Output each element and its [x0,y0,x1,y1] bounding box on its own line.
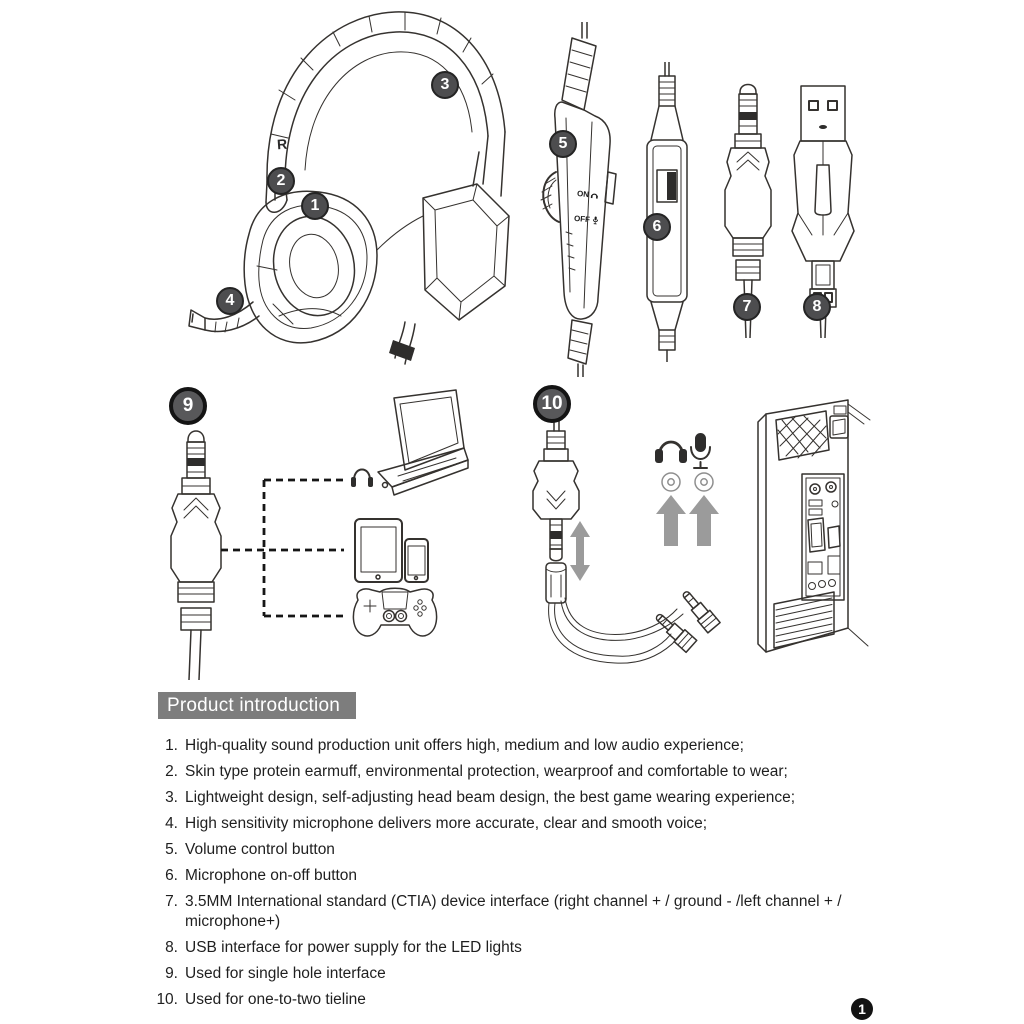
item-text: 3.5MM International standard (CTIA) device interface (right channel + / ground - /left channel + / microphone+) [185,893,842,930]
mic-on-label [577,189,600,200]
intro-list [152,736,898,1016]
intro-item-8 [152,938,898,958]
pc-tower-illustration [746,390,881,662]
callout-5: 5 [549,130,577,158]
item-number: 2. [165,763,178,780]
intro-item-7 [152,892,898,932]
up-arrow-icon [689,495,719,546]
item-text: High-quality sound production unit offers high, medium and low audio experience; [185,737,744,754]
mic-switch-illustration [633,62,701,362]
phone-icon [405,539,428,582]
single-plug-connection-diagram [158,388,473,680]
inline-volume-remote-illustration [528,22,628,377]
item-number: 10. [156,991,178,1008]
laptop-icon [378,390,468,495]
audio-port-mic-icon [695,473,713,491]
item-text: Used for single hole interface [185,965,386,982]
on-text: ON [576,189,590,200]
item-number: 1. [165,737,178,754]
female-jack-icon [546,563,566,603]
intro-item-9 [152,964,898,984]
callout-9: 9 [169,387,207,425]
gamepad-icon [353,588,436,636]
microphone-icon [591,215,601,225]
item-number: 6. [165,867,178,884]
tablet-icon [355,519,402,582]
callout-1: 1 [301,192,329,220]
double-arrow-icon [570,521,590,581]
item-number: 5. [165,841,178,858]
right-channel-marking: R [276,135,288,153]
section-title: Product introduction [158,692,356,719]
intro-item-6 [152,866,898,886]
item-number: 9. [165,965,178,982]
callout-4: 4 [216,287,244,315]
splitter-cable-diagram [523,393,743,683]
jack-plug-down-icon [533,411,579,561]
intro-item-2 [152,762,898,782]
item-number: 3. [165,789,178,806]
microphone-icon [691,433,710,468]
callout-7: 7 [733,293,761,321]
item-text: USB interface for power supply for the LED lights [185,939,522,956]
item-text: Used for one-to-two tieline [185,991,366,1008]
headphones-icon [655,442,687,463]
callout-6: 6 [643,213,671,241]
callout-3: 3 [431,71,459,99]
item-text: Volume control button [185,841,335,858]
page-number-badge: 1 [851,998,873,1020]
callout-2: 2 [267,167,295,195]
intro-item-4 [152,814,898,834]
intro-item-3 [152,788,898,808]
splitter-cables [549,598,683,663]
item-number: 4. [165,815,178,832]
item-text: Microphone on-off button [185,867,358,884]
headphones-icon [351,470,373,488]
off-text: OFF [573,213,591,225]
audio-port-headphone-icon [662,473,680,491]
splitter-plug-2 [678,588,720,633]
item-text: High sensitivity microphone delivers more accurate, clear and smooth voice; [185,815,708,832]
jack-plug-icon [171,431,221,680]
splitter-plug-1 [652,610,697,653]
callout-10: 10 [533,385,571,423]
item-text: Lightweight design, self-adjusting head beam design, the best game wearing experience; [185,789,796,806]
item-text: Skin type protein earmuff, environmental protection, wearproof and comfortable to wear; [185,763,788,780]
intro-item-5 [152,840,898,860]
callout-8: 8 [803,293,831,321]
intro-item-10 [152,990,898,1010]
item-number: 7. [165,893,178,910]
intro-item-1 [152,736,898,756]
up-arrow-icon [656,495,686,546]
item-number: 8. [165,939,178,956]
headphones-icon [590,190,600,200]
